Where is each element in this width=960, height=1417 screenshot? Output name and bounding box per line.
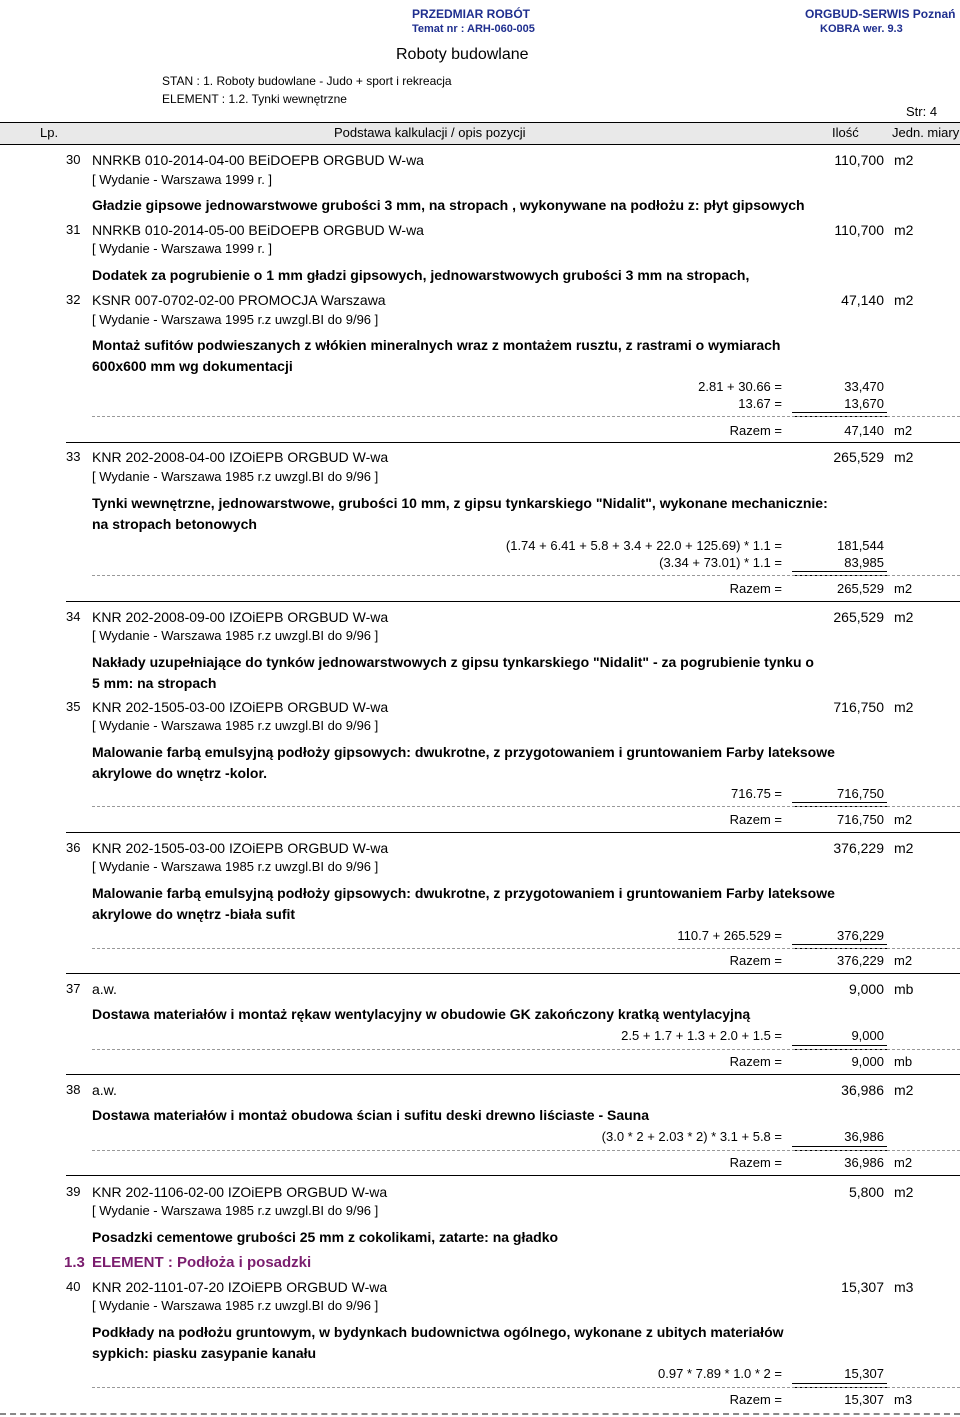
item-code: KNR 202-1106-02-00 IZOiEPB ORGBUD W-wa (92, 1184, 388, 1200)
calc-expr: 2.81 + 30.66 = (698, 379, 782, 394)
item-unit: m2 (894, 152, 914, 168)
calc-expr: (1.74 + 6.41 + 5.8 + 3.4 + 22.0 + 125.69) * 1.1 = (505, 538, 782, 553)
calc-expr: (3.34 + 73.01) * 1.1 = (659, 555, 782, 570)
item-desc: Dostawa materiałów i montaż obudowa ścian i sufitu deski drewno liściaste - Sauna (92, 1107, 650, 1123)
item-qty: 265,529 (833, 449, 884, 465)
company-name: ORGBUD-SERWIS Poznań (805, 7, 956, 21)
calc-value: 83,985 (844, 555, 884, 570)
element-label: ELEMENT : Podłoża i posadzki (92, 1254, 312, 1271)
item-qty: 265,529 (833, 609, 884, 625)
col-qty: Ilość (832, 125, 859, 140)
item-desc: Posadzki cementowe grubości 25 mm z cokolikami, zatarte: na gładko (92, 1229, 559, 1245)
item-qty: 5,800 (848, 1184, 884, 1200)
calc-expr: 13.67 = (738, 396, 782, 411)
col-unit: Jedn. miary (892, 125, 960, 140)
sum-label: Razem = (729, 812, 782, 827)
item-edition: [ Wydanie - Warszawa 1985 r.z uwzgl.BI do 9/96 ] (92, 859, 379, 874)
calc-value: 181,544 (837, 538, 884, 553)
calc-expr: 0.97 * 7.89 * 1.0 * 2 = (658, 1366, 782, 1381)
calc-value: 33,470 (844, 379, 884, 394)
sum-unit: m2 (894, 423, 913, 438)
item-desc: Montaż sufitów podwieszanych z włókien mineralnych wraz z montażem rusztu, z rastrami o wymiarach (92, 337, 781, 353)
item-lp: 38 (66, 1082, 81, 1097)
sum-label: Razem = (729, 423, 782, 438)
item-qty: 110,700 (834, 152, 884, 168)
item-unit: m2 (894, 1082, 914, 1098)
item-desc: Tynki wewnętrzne, jednowarstwowe, grubości 10 mm, z gipsu tynkarskiego "Nidalit", wykonane mechanicznie: (92, 495, 828, 511)
item-desc: sypkich: piasku zasypanie kanału (92, 1345, 317, 1361)
sum-value: 47,140 (844, 423, 884, 438)
item-desc: na stropach betonowych (92, 516, 257, 532)
sum-unit: m2 (894, 581, 913, 596)
item-desc: 600x600 mm wg dokumentacji (92, 358, 293, 374)
col-basis: Podstawa kalkulacji / opis pozycji (334, 125, 526, 140)
sum-unit: m2 (894, 953, 913, 968)
sum-label: Razem = (729, 581, 782, 596)
page-number: Str: 4 (906, 104, 938, 119)
item-lp: 37 (66, 981, 81, 996)
program-version: KOBRA wer. 9.3 (820, 23, 903, 35)
item-desc: akrylowe do wnętrz -biała sufit (92, 906, 296, 922)
sum-value: 716,750 (837, 812, 884, 827)
sum-label: Razem = (729, 953, 782, 968)
calc-expr: 110.7 + 265.529 = (677, 928, 782, 943)
item-unit: m2 (894, 840, 914, 856)
calc-value: 376,229 (837, 928, 884, 943)
item-edition: [ Wydanie - Warszawa 1985 r.z uwzgl.BI do 9/96 ] (92, 1203, 379, 1218)
item-unit: m2 (894, 449, 914, 465)
item-desc: Malowanie farbą emulsyjną podłoży gipsowych: dwukrotne, z przygotowaniem i gruntowaniem Farby lateksowe (92, 744, 835, 760)
item-unit: m2 (894, 292, 914, 308)
element-line: ELEMENT : 1.2. Tynki wewnętrzne (162, 92, 347, 106)
section-title: Roboty budowlane (396, 46, 529, 63)
col-lp: Lp. (40, 125, 59, 140)
item-desc: Gładzie gipsowe jednowarstwowe grubości 3 mm, na stropach , wykonywane na podłożu z: płyt gipsowych (92, 197, 805, 213)
element-number: 1.3 (64, 1254, 85, 1271)
item-qty: 716,750 (833, 699, 884, 715)
item-lp: 39 (66, 1184, 81, 1199)
item-code: NNRKB 010-2014-04-00 BEiDOEPB ORGBUD W-wa (92, 152, 424, 168)
doc-title: PRZEDMIAR ROBÓT (412, 7, 530, 21)
calc-value: 15,307 (844, 1366, 884, 1381)
item-unit: m3 (894, 1279, 914, 1295)
sum-value: 9,000 (851, 1054, 884, 1069)
calc-expr: 716.75 = (731, 786, 782, 801)
item-lp: 36 (66, 840, 81, 855)
stan-line: STAN : 1. Roboty budowlane - Judo + sport i rekreacja (162, 74, 452, 88)
sum-value: 376,229 (837, 953, 884, 968)
item-code: a.w. (92, 1082, 117, 1098)
sum-label: Razem = (729, 1155, 782, 1170)
sum-label: Razem = (729, 1392, 782, 1407)
item-desc: Malowanie farbą emulsyjną podłoży gipsowych: dwukrotne, z przygotowaniem i gruntowaniem Farby lateksowe (92, 885, 835, 901)
item-lp: 35 (66, 699, 81, 714)
calc-value: 13,670 (844, 396, 884, 411)
item-qty: 47,140 (841, 292, 884, 308)
item-edition: [ Wydanie - Warszawa 1985 r.z uwzgl.BI do 9/96 ] (92, 469, 379, 484)
item-edition: [ Wydanie - Warszawa 1985 r.z uwzgl.BI do 9/96 ] (92, 1298, 379, 1313)
calc-expr: 2.5 + 1.7 + 1.3 + 2.0 + 1.5 = (621, 1028, 782, 1043)
sum-value: 15,307 (844, 1392, 884, 1407)
calc-value: 36,986 (844, 1129, 884, 1144)
item-code: NNRKB 010-2014-05-00 BEiDOEPB ORGBUD W-wa (92, 222, 424, 238)
item-qty: 110,700 (834, 222, 884, 238)
item-code: a.w. (92, 981, 117, 997)
item-lp: 34 (66, 609, 81, 624)
item-unit: m2 (894, 609, 914, 625)
sum-label: Razem = (729, 1054, 782, 1069)
item-edition: [ Wydanie - Warszawa 1985 r.z uwzgl.BI do 9/96 ] (92, 628, 379, 643)
item-lp: 31 (66, 222, 81, 237)
item-qty: 376,229 (833, 840, 884, 856)
item-code: KNR 202-1505-03-00 IZOiEPB ORGBUD W-wa (92, 699, 389, 715)
item-edition: [ Wydanie - Warszawa 1999 r. ] (92, 241, 273, 256)
sum-unit: mb (894, 1054, 913, 1069)
item-edition: [ Wydanie - Warszawa 1995 r.z uwzgl.BI do 9/96 ] (92, 312, 379, 327)
item-lp: 32 (66, 292, 81, 307)
item-code: KSNR 007-0702-02-00 PROMOCJA Warszawa (92, 292, 386, 308)
item-lp: 33 (66, 449, 81, 464)
item-desc: Podkłady na podłożu gruntowym, w bydynkach budownictwa ogólnego, wykonane z ubitych materiałów (92, 1324, 784, 1340)
calc-value: 716,750 (837, 786, 884, 801)
item-edition: [ Wydanie - Warszawa 1999 r. ] (92, 172, 273, 187)
item-desc: akrylowe do wnętrz -kolor. (92, 765, 268, 781)
item-desc: 5 mm: na stropach (92, 675, 217, 691)
calc-expr: (3.0 * 2 + 2.03 * 2) * 3.1 + 5.8 = (601, 1129, 782, 1144)
item-desc: Dostawa materiałów i montaż rękaw wentylacyjny w obudowie GK zakończony kratką wentylacyjną (92, 1006, 751, 1022)
sum-unit: m2 (894, 1155, 913, 1170)
item-code: KNR 202-1101-07-20 IZOiEPB ORGBUD W-wa (92, 1279, 388, 1295)
item-code: KNR 202-2008-09-00 IZOiEPB ORGBUD W-wa (92, 609, 389, 625)
sum-unit: m2 (894, 812, 913, 827)
item-unit: m2 (894, 1184, 914, 1200)
item-qty: 36,986 (841, 1082, 884, 1098)
item-qty: 15,307 (841, 1279, 884, 1295)
item-unit: m2 (894, 699, 914, 715)
item-lp: 30 (66, 152, 81, 167)
item-unit: m2 (894, 222, 914, 238)
item-edition: [ Wydanie - Warszawa 1985 r.z uwzgl.BI do 9/96 ] (92, 718, 379, 733)
calc-value: 9,000 (851, 1028, 884, 1043)
item-qty: 9,000 (848, 981, 884, 997)
item-desc: Nakłady uzupełniające do tynków jednowarstwowych z gipsu tynkarskiego "Nidalit" - za pogrubienie tynku o (92, 654, 814, 670)
item-code: KNR 202-1505-03-00 IZOiEPB ORGBUD W-wa (92, 840, 389, 856)
sum-unit: m3 (894, 1392, 913, 1407)
item-code: KNR 202-2008-04-00 IZOiEPB ORGBUD W-wa (92, 449, 389, 465)
item-desc: Dodatek za pogrubienie o 1 mm gładzi gipsowych, jednowarstwowych grubości 3 mm na stropach, (92, 267, 750, 283)
item-unit: mb (894, 981, 914, 997)
sum-value: 36,986 (844, 1155, 884, 1170)
doc-topic: Temat nr : ARH-060-005 (412, 23, 535, 35)
item-lp: 40 (66, 1279, 81, 1294)
sum-value: 265,529 (837, 581, 884, 596)
